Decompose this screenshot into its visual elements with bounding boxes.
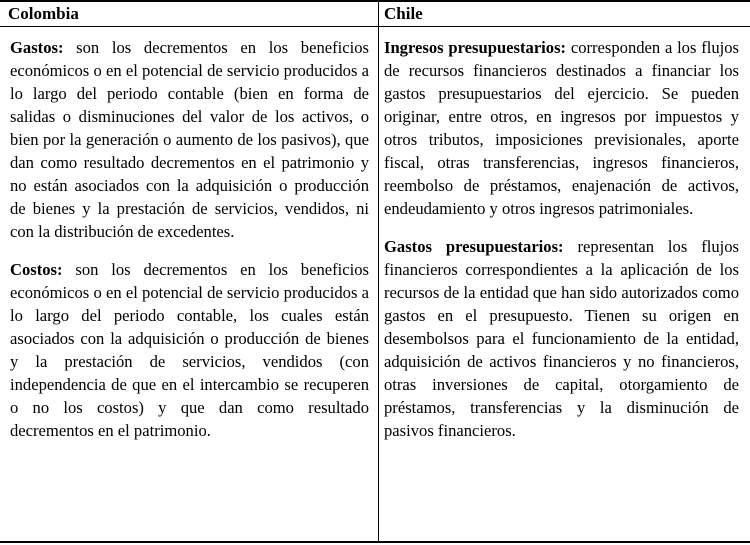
- term-gastos: Gastos:: [10, 38, 64, 57]
- definition-text: son los decrementos en los beneficios económicos o en el potencial de servicio producidos a lo largo del periodo contable (bien en forma de salidas o disminuciones del valor de los activos, o bien por la generación o aumento de los pasivos), que dan como resultado decrementos en el patrimonio y no están asociados con la adquisición o producción de bienes y la prestación de servicios, vendidos, ni con la distribución de excedentes.: [10, 38, 369, 241]
- term-gastos-presupuestarios: Gastos presupuestarios:: [384, 237, 564, 256]
- table-top-rule: [0, 0, 750, 2]
- definition-costos: [10, 258, 369, 442]
- colombia-column: [10, 36, 369, 442]
- definition-text: representan los flujos financieros correspondientes a la aplicación de los recursos de la entidad que han sido autorizados como gastos en el presupuesto. Tienen su origen en desembolsos para el funcionamiento de la entidad, adquisición de activos financieros y no financieros, otras inversiones de capital, otorgamiento de préstamos, transferencias y la disminución de pasivos financieros.: [384, 237, 740, 440]
- definition-text: son los decrementos en los beneficios económicos o en el potencial de servicio producidos a lo largo del periodo contable, los cuales están asociados con la adquisición o producción de bienes y la prestación de servicios, vendidos (con independencia de que en el intercambio se recuperen o no los costos) y que dan como resultado decrementos en el patrimonio.: [10, 260, 369, 440]
- definition-text: corresponden a los flujos de recursos financieros destinados a financiar los gastos presupuestarios del ejercicio. Se pueden originar, entre otros, en ingresos por impuestos y otros tributos, imposiciones previsionales, aporte fiscal, otras transferencias, ingresos financieros, reembolso de préstamos, enajenación de activos, endeudamiento y otros ingresos patrimoniales.: [384, 38, 739, 218]
- column-header-chile: Chile: [384, 4, 423, 23]
- term-costos: Costos:: [10, 260, 63, 279]
- chile-column: [384, 36, 739, 442]
- table-bottom-rule: [0, 541, 750, 543]
- definition-gastos: [10, 36, 369, 243]
- column-divider: [378, 0, 379, 543]
- table-header-rule: [0, 26, 750, 27]
- definition-gastos-presupuestarios: [384, 235, 739, 442]
- term-ingresos-presupuestarios: Ingresos presupuestarios:: [384, 38, 567, 57]
- column-header-colombia: Colombia: [8, 4, 79, 23]
- definition-ingresos-presupuestarios: [384, 36, 739, 220]
